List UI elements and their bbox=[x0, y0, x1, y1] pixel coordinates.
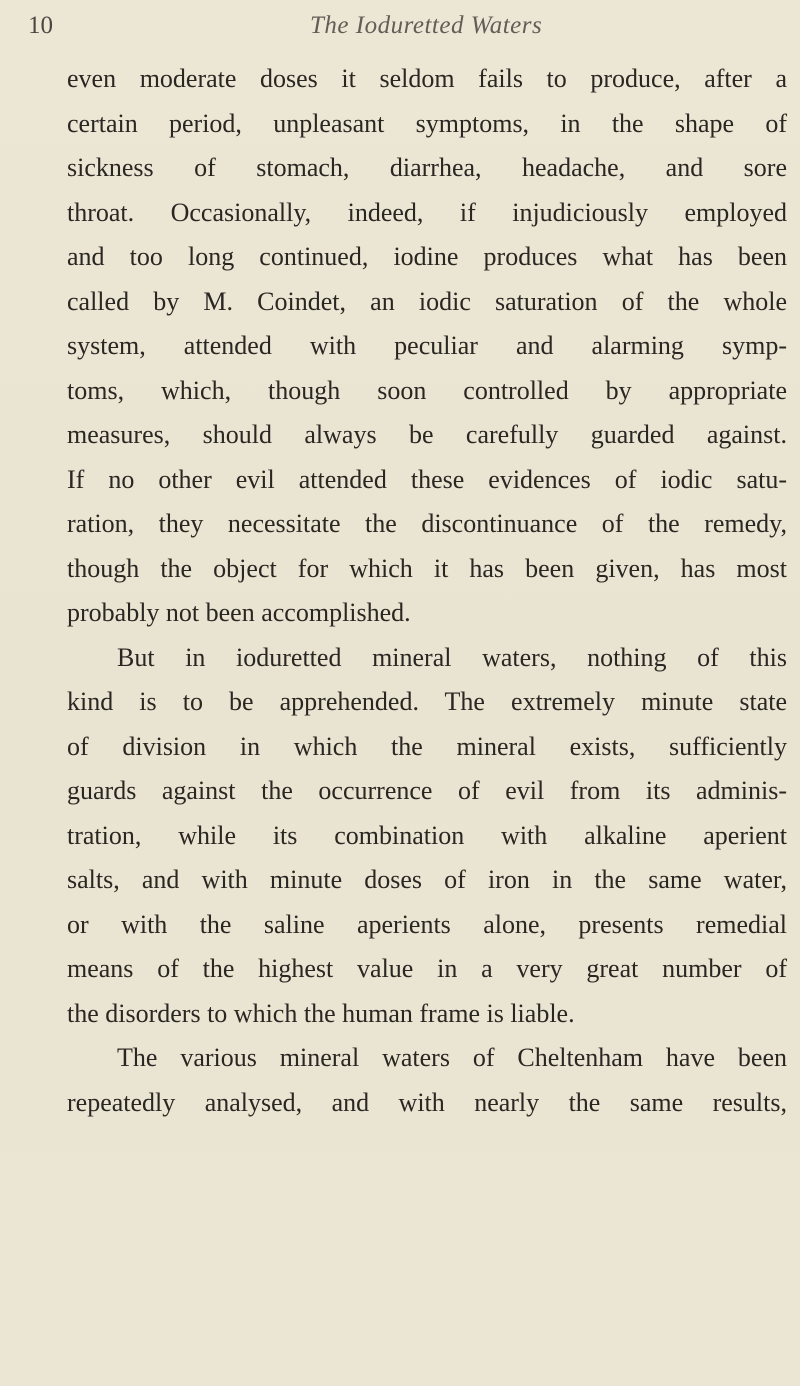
text-line: of division in which the mineral exists, sufficiently bbox=[67, 731, 787, 761]
text-line: sickness of stomach, diarrhea, headache, and sore bbox=[67, 153, 787, 182]
text-line: The various mineral waters of Cheltenham have been bbox=[117, 1043, 787, 1072]
text-line: salts, and with minute doses of iron in the same water, bbox=[67, 865, 787, 894]
text-line: the disorders to which the human frame is liable. bbox=[67, 998, 575, 1028]
text-line: certain period, unpleasant symptoms, in the shape of bbox=[67, 108, 787, 138]
text-line: repeatedly analysed, and with nearly the same results, bbox=[67, 1087, 787, 1117]
text-line: means of the highest value in a very great number of bbox=[67, 954, 787, 983]
body-text bbox=[67, 57, 787, 1125]
running-head bbox=[28, 12, 788, 52]
text-line: But in ioduretted mineral waters, nothing of this bbox=[117, 642, 787, 672]
text-line: probably not been accomplished. bbox=[67, 598, 411, 627]
text-line: If no other evil attended these evidences of iodic satu- bbox=[67, 464, 787, 494]
text-line: kind is to be apprehended. The extremely minute state bbox=[67, 687, 787, 716]
running-title: The Ioduretted Waters bbox=[310, 12, 543, 39]
text-line: or with the saline aperients alone, presents remedial bbox=[67, 909, 787, 939]
text-line: system, attended with peculiar and alarming symp- bbox=[67, 331, 787, 360]
text-line: measures, should always be carefully guarded against. bbox=[67, 420, 787, 449]
text-line: guards against the occurrence of evil from its adminis- bbox=[67, 776, 787, 805]
text-line: tration, while its combination with alkaline aperient bbox=[67, 820, 787, 850]
text-line: though the object for which it has been given, has most bbox=[67, 553, 787, 583]
page-number: 10 bbox=[28, 12, 53, 39]
text-line: and too long continued, iodine produces what has been bbox=[67, 242, 787, 271]
text-line: throat. Occasionally, indeed, if injudiciously employed bbox=[67, 197, 787, 227]
text-line: ration, they necessitate the discontinuance of the remedy, bbox=[67, 509, 787, 538]
text-line: called by M. Coindet, an iodic saturation of the whole bbox=[67, 286, 787, 316]
text-line: even moderate doses it seldom fails to produce, after a bbox=[67, 64, 787, 93]
text-line: toms, which, though soon controlled by appropriate bbox=[67, 375, 787, 405]
